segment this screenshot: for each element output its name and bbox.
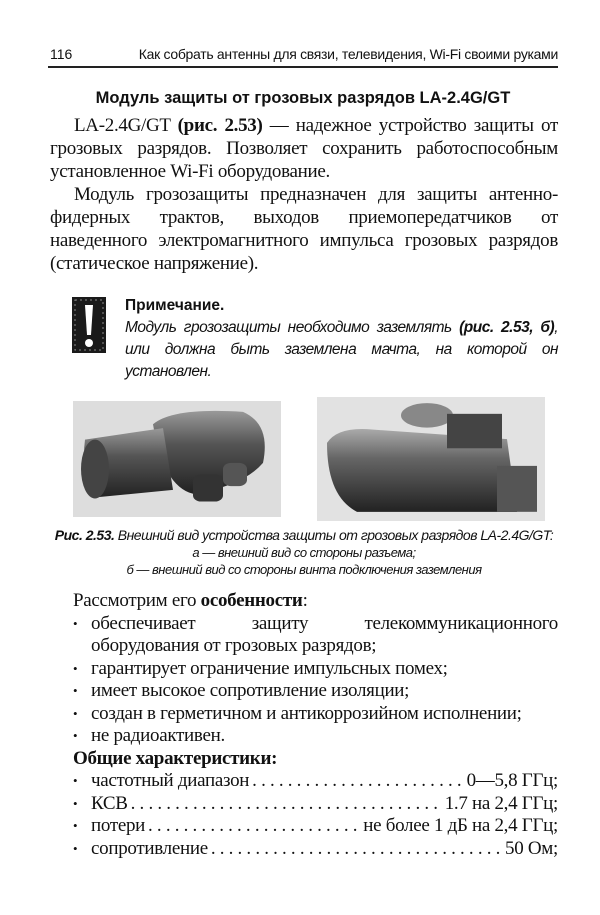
text-bold: особенности bbox=[200, 590, 303, 611]
list-item bbox=[73, 658, 558, 681]
bullet-icon: • bbox=[73, 705, 78, 721]
list-item bbox=[73, 703, 558, 726]
text-bold: Общие характеристики: bbox=[73, 747, 278, 769]
spec-value: 50 Ом; bbox=[505, 837, 558, 859]
figure-caption bbox=[40, 527, 568, 578]
spec-value: 0—5,8 ГГц; bbox=[466, 770, 558, 791]
text: LA-2.4G/GT bbox=[74, 115, 178, 136]
leader-dots bbox=[131, 793, 442, 816]
page-number: 116 bbox=[50, 46, 73, 62]
running-title: Как собрать антенны для связи, телевидения, Wi-Fi своими руками bbox=[138, 46, 558, 62]
bullet-icon: • bbox=[73, 818, 78, 833]
text: Внешний вид устройства защиты от грозовых разрядов LA-2.4G/GT: bbox=[114, 527, 554, 543]
features-section bbox=[73, 590, 558, 860]
paragraph-intro bbox=[50, 114, 558, 183]
text: обеспечивает защиту телекоммуникационного оборудования от грозовых разрядов; bbox=[91, 612, 558, 656]
photo-connector-side bbox=[73, 401, 281, 522]
spec-name: КСВ bbox=[91, 792, 128, 814]
bullet-icon: • bbox=[73, 683, 78, 698]
figure-reference: (рис. 2.53) bbox=[177, 115, 263, 136]
text: гарантирует ограничение импульсных помех; bbox=[91, 657, 448, 679]
text: не радиоактивен. bbox=[91, 725, 225, 746]
photo-ground-screw-side bbox=[317, 397, 545, 526]
leader-dots bbox=[211, 838, 502, 861]
specs-heading bbox=[73, 748, 558, 771]
note-block bbox=[125, 295, 558, 383]
text: : bbox=[302, 590, 308, 611]
spec-row bbox=[73, 815, 558, 838]
spec-row bbox=[73, 838, 558, 861]
note-text bbox=[125, 317, 558, 383]
bullet-icon: • bbox=[73, 660, 78, 676]
list-item bbox=[73, 613, 558, 658]
spec-row bbox=[73, 793, 558, 816]
leader-dots bbox=[252, 770, 463, 793]
caption-b: б — внешний вид со стороны винта подключения заземления bbox=[126, 562, 482, 577]
figure-photos bbox=[48, 397, 558, 523]
figure-reference: (рис. 2.53, б) bbox=[459, 319, 555, 336]
page-header bbox=[48, 44, 558, 68]
text: имеет высокое сопротивление изоляции; bbox=[91, 680, 410, 701]
note-section bbox=[72, 295, 558, 383]
bullet-icon: • bbox=[73, 615, 78, 631]
text: создан в герметичном и антикоррозийном исполнении; bbox=[91, 702, 522, 724]
spec-name: частотный диапазон bbox=[91, 770, 250, 791]
figure-label: Рис. 2.53. bbox=[54, 527, 115, 543]
list-item bbox=[73, 725, 558, 748]
bullet-icon: • bbox=[73, 795, 78, 811]
spec-row bbox=[73, 770, 558, 793]
spec-name: потери bbox=[91, 815, 146, 836]
paragraph-purpose: Модуль грозозащиты предназначен для защиты антенно-фидерных трактов, выходов приемопередатчиков от наведенного электромагнитного импульса грозовых разрядов (статическое напряжение). bbox=[50, 184, 558, 274]
exclamation-icon bbox=[72, 297, 106, 353]
bullet-icon: • bbox=[73, 840, 78, 856]
list-item bbox=[73, 680, 558, 703]
leader-dots bbox=[148, 815, 360, 838]
caption-a: а — внешний вид со стороны разъема; bbox=[192, 545, 416, 560]
text: Рассмотрим его bbox=[73, 590, 201, 611]
section-title: Модуль защиты от грозовых разрядов LA-2.4G/GT bbox=[95, 89, 511, 107]
spec-value: не более 1 дБ на 2,4 ГГц; bbox=[363, 815, 558, 836]
caption-title bbox=[40, 527, 568, 544]
text: — надежное устройство защиты от грозовых разрядов. Позволяет сохранить работоспособным установленное Wi-Fi оборудование. bbox=[50, 115, 558, 182]
spec-value: 1.7 на 2,4 ГГц; bbox=[444, 792, 558, 814]
text: , или должна быть заземлена мачта, на которой он установлен. bbox=[125, 319, 558, 380]
note-heading: Примечание. bbox=[125, 297, 225, 314]
bullet-icon: • bbox=[73, 728, 78, 743]
bullet-icon: • bbox=[73, 773, 78, 788]
features-intro bbox=[73, 590, 558, 613]
spec-name: сопротивление bbox=[91, 837, 208, 859]
text: Модуль грозозащиты необходимо заземлять bbox=[125, 319, 460, 336]
